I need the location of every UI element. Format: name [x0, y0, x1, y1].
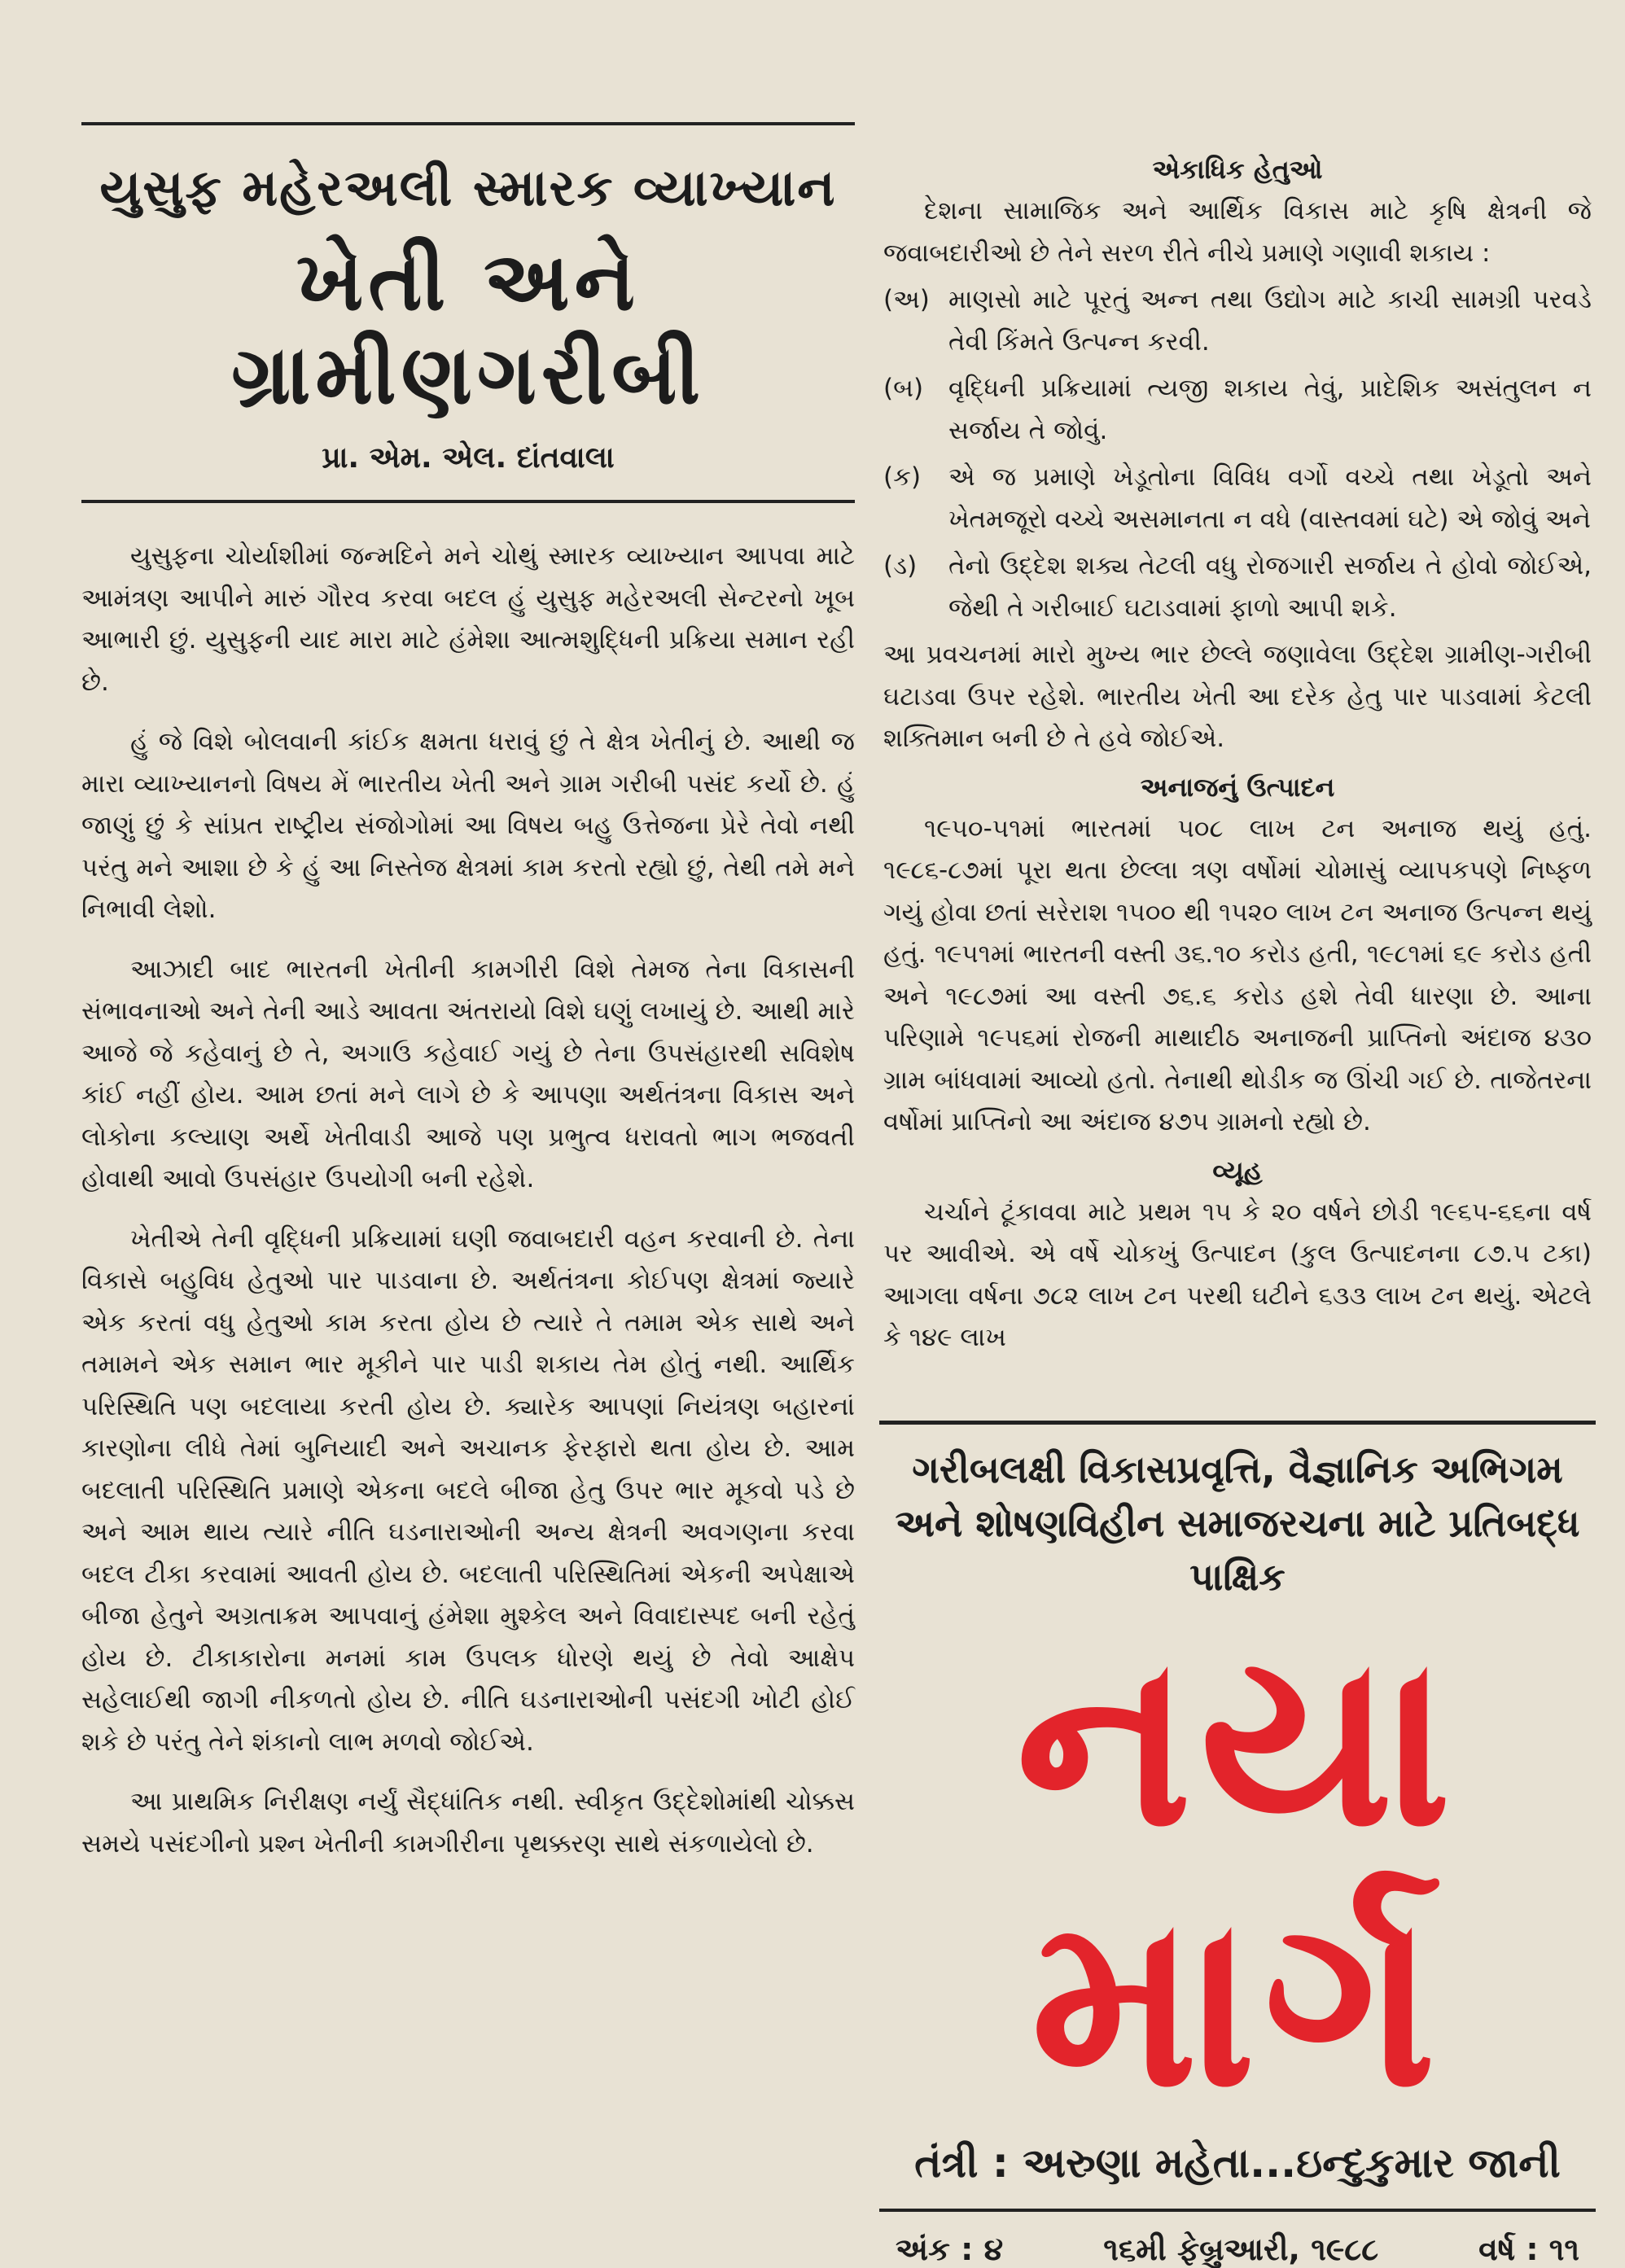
issue-date: ૧૬મી ફેબ્રુઆરી, ૧૯૮૮: [1103, 2231, 1379, 2267]
masthead-top-rule: [879, 1421, 1596, 1425]
list-text: એ જ પ્રમાણે ખેડૂતોના વિવિધ વર્ગો વચ્ચે તથા ખેડૂતો અને ખેતમજૂરો વચ્ચે અસમાનતા ન વધે (વાસ્તવમાં ઘટે) એ જોવું અને: [948, 462, 1592, 534]
section-intro: દેશના સામાજિક અને આર્થિક વિકાસ માટે કૃષિ ક્ષેત્રની જે જવાબદારીઓ છે તેને સરળ રીતે નીચે પ્રમાણે ગણાવી શકાય :: [883, 196, 1592, 268]
list-marker: (બ): [883, 374, 924, 403]
article-paragraph: યુસુફના ચોર્યાશીમાં જન્મદિને મને ચોથું સ્મારક વ્યાખ્યાન આપવા માટે આમંત્રણ આપીને મારું ગૌરવ કરવા બદલ હું યુસુફ મહેરઅલી સેન્ટરનો ખૂબ આભારી છું. યુસુફની યાદ મારા માટે હંમેશા આત્મશુદ્ધિની પ્રક્રિયા સમાન રહી છે.: [81, 541, 855, 697]
section-heading: અનાજનું ઉત્પાદન: [1140, 771, 1335, 803]
lecture-series-title: યુસુફ મહેરઅલી સ્મારક વ્યાખ્યાન: [99, 158, 837, 217]
article-column: [81, 122, 855, 1883]
top-rule: [81, 122, 855, 125]
article-title: ખેતી અને ગ્રામીણગરીબી: [230, 234, 706, 423]
list-item: [883, 545, 1592, 629]
issue-info: [879, 2231, 1596, 2268]
section-paragraph: ચર્ચાને ટૂંકાવવા માટે પ્રથમ ૧૫ કે ૨૦ વર્ષને છોડી ૧૯૬૫-૬૬ના વર્ષ પર આવીએ. એ વર્ષે ચોકખું ઉત્પાદન (કુલ ઉત્પાદનના ૮૭.૫ ટકા) આગલા વર્ષના ૭૮૨ લાખ ટન પરથી ઘટીને ૬૩૩ લાખ ટન થયું. એટલે કે ૧૪૯ લાખ: [883, 1197, 1592, 1352]
article-paragraph: ખેતીએ તેની વૃદ્ધિની પ્રક્રિયામાં ઘણી જવાબદારી વહન કરવાની છે. તેના વિકાસે બહુવિધ હેતુઓ પાર પાડવાના છે. અર્થતંત્રના કોઈપણ ક્ષેત્રમાં જ્યારે એક કરતાં વધુ હેતુઓ કામ કરતા હોય છે ત્યારે તે તમામ એક સાથે અને તમામને એક સમાન ભાર મૂકીને પાર પાડી શકાય તેમ હોતું નથી. આર્થિક પરિસ્થિતિ પણ બદલાયા કરતી હોય છે. ક્યારેક આપણાં નિયંત્રણ બહારનાં કારણોના લીધે તેમાં બુનિયાદી અને અચાનક ફેરફારો થતા હોય છે. આમ બદલાતી પરિસ્થિતિ પ્રમાણે એકના બદલે બીજા હેતુ ઉપર ભાર મૂકવો પડે છે અને આમ થાય ત્યારે નીતિ ઘડનારાઓની અન્ય ક્ષેત્રની અવગણના કરવા બદલ ટીકા કરવામાં આવતી હોય છે. બદલાતી પરિસ્થિતિમાં એકની અપેક્ષાએ બીજા હેતુને અગ્રતાક્રમ આપવાનું હંમેશા મુશ્કેલ અને વિવાદાસ્પદ બની રહેતું હોય છે. ટીકાકારોના મનમાં કામ ઉપલક ધોરણે થયું છે તેવો આક્ષેપ સહેલાઈથી જાગી નીકળતો હોય છે. નીતિ ઘડનારાઓની પસંદગી ખોટી હોઈ શકે છે પરંતુ તેને શંકાનો લાભ મળવો જોઈએ.: [81, 1224, 855, 1757]
masthead-tagline: ગરીબલક્ષી વિકાસપ્રવૃત્તિ, વૈજ્ઞાનિક અભિગમ અને શોષણવિહીન સમાજરચના માટે પ્રતિબદ્ધ પાક્ષિક: [895, 1447, 1580, 1599]
masthead: [879, 1421, 1596, 2267]
list-marker: (ક): [883, 462, 922, 492]
list-text: માણસો માટે પૂરતું અન્ન તથા ઉદ્યોગ માટે કાચી સામગ્રી પરવડે તેવી કિંમતે ઉત્પન્ન કરવી.: [948, 285, 1592, 357]
list-item: [883, 457, 1592, 541]
list-item: [883, 279, 1592, 363]
list-marker: (ડ): [883, 551, 918, 580]
article-paragraph: આઝાદી બાદ ભારતની ખેતીની કામગીરી વિશે તેમજ તેના વિકાસની સંભાવનાઓ અને તેની આડે આવતા અંતરાયો વિશે ઘણું લખાયું છે. આથી મારે આજે જે કહેવાનું છે તે, અગાઉ કહેવાઈ ગયું છે તેના ઉપસંહારથી સવિશેષ કાંઈ નહીં હોય. આમ છતાં મને લાગે છે કે આપણા અર્થતંત્રના વિકાસ અને લોકોના કલ્યાણ અર્થે ખેતીવાડી આજે પણ પ્રભુત્વ ધરાવતો ભાગ ભજવતી હોવાથી આવો ઉપસંહાર ઉપયોગી બની રહેશે.: [81, 954, 855, 1193]
list-marker: (અ): [883, 285, 930, 314]
section-paragraph: ૧૯૫૦-૫૧માં ભારતમાં ૫૦૮ લાખ ટન અનાજ થયું હતું. ૧૯૮૬-૮૭માં પૂરા થતા છેલ્લા ત્રણ વર્ષોમાં ચોમાસું વ્યાપકપણે નિષ્ફળ ગયું હોવા છતાં સરેરાશ ૧૫૦૦ થી ૧૫૨૦ લાખ ટન અનાજ ઉત્પન્ન થયું હતું. ૧૯૫૧માં ભારતની વસ્તી ૩૬.૧૦ કરોડ હતી, ૧૯૮૧માં ૬૯ કરોડ હતી અને ૧૯૮૭માં આ વસ્તી ૭૬.૬ કરોડ હશે તેવી ધારણા છે. આના પરિણામે ૧૯૫૬માં રોજની માથાદીઠ અનાજની પ્રાપ્તિનો અંદાજ ૪૩૦ ગ્રામ બાંધવામાં આવ્યો હતો. તેનાથી થોડીક જ ઊંચી ગઈ છે. તાજેતરના વર્ષોમાં પ્રાપ્તિનો આ અંદાજ ૪૭૫ ગ્રામનો રહ્યો છે.: [883, 813, 1592, 1136]
section-heading: એકાધિક હેતુઓ: [1152, 154, 1323, 185]
issue-volume: વર્ષ : ૧૧: [1478, 2231, 1579, 2267]
list-item: [883, 368, 1592, 452]
masthead-rule: [879, 2209, 1596, 2212]
magazine-logo: નયા માર્ગ: [1015, 1605, 1460, 2139]
article-paragraph: હું જે વિશે બોલવાની કાંઈક ક્ષમતા ધરાવું છું તે ક્ષેત્ર ખેતીનું છે. આથી જ મારા વ્યાખ્યાનનો વિષય મેં ભારતીય ખેતી અને ગ્રામ ગરીબી પસંદ કર્યો છે. હું જાણું છું કે સાંપ્રત રાષ્ટ્રીય સંજોગોમાં આ વિષય બહુ ઉત્તેજના પ્રેરે તેવો નથી પરંતુ મને આશા છે કે હું આ નિસ્તેજ ક્ષેત્રમાં કામ કરતો રહ્યો છું, તેથી તમે મને નિભાવી લેશો.: [81, 727, 855, 924]
article-author: પ્રા. એમ. એલ. દાંતવાલા: [322, 441, 615, 475]
continuation-column: [883, 142, 1592, 1359]
editors-line: તંત્રી : અરુણા મહેતા...ઇન્દુકુમાર જાની: [914, 2139, 1561, 2187]
issue-number: અંક : ૪: [896, 2231, 1004, 2267]
section-paragraph: આ પ્રવચનમાં મારો મુખ્ય ભાર છેલ્લે જણાવેલા ઉદ્દેશ ગ્રામીણ-ગરીબી ઘટાડવા ઉપર રહેશે. ભારતીય ખેતી આ દરેક હેતુ પાર પાડવામાં કેટલી શક્તિમાન બની છે તે હવે જોઈએ.: [883, 640, 1592, 753]
title-rule: [81, 500, 855, 503]
list-text: વૃદ્ધિની પ્રક્રિયામાં ત્યજી શકાય તેવું, પ્રાદેશિક અસંતુલન ન સર્જાય તે જોવું.: [948, 374, 1592, 445]
list-text: તેનો ઉદ્દેશ શક્ય તેટલી વધુ રોજગારી સર્જાય તે હોવો જોઈએ, જેથી તે ગરીબાઈ ઘટાડવામાં ફાળો આપી શકે.: [948, 551, 1592, 623]
article-body: [81, 536, 855, 1865]
article-paragraph: આ પ્રાથમિક નિરીક્ષણ નર્યું સૈદ્ધાંતિક નથી. સ્વીકૃત ઉદ્દેશોમાંથી ચોક્કસ સમયે પસંદગીનો પ્રશ્ન ખેતીની કામગીરીના પૃથક્કરણ સાથે સંકળાયેલો છે.: [81, 1787, 855, 1859]
section-heading: વ્યૂહ: [1212, 1154, 1263, 1186]
